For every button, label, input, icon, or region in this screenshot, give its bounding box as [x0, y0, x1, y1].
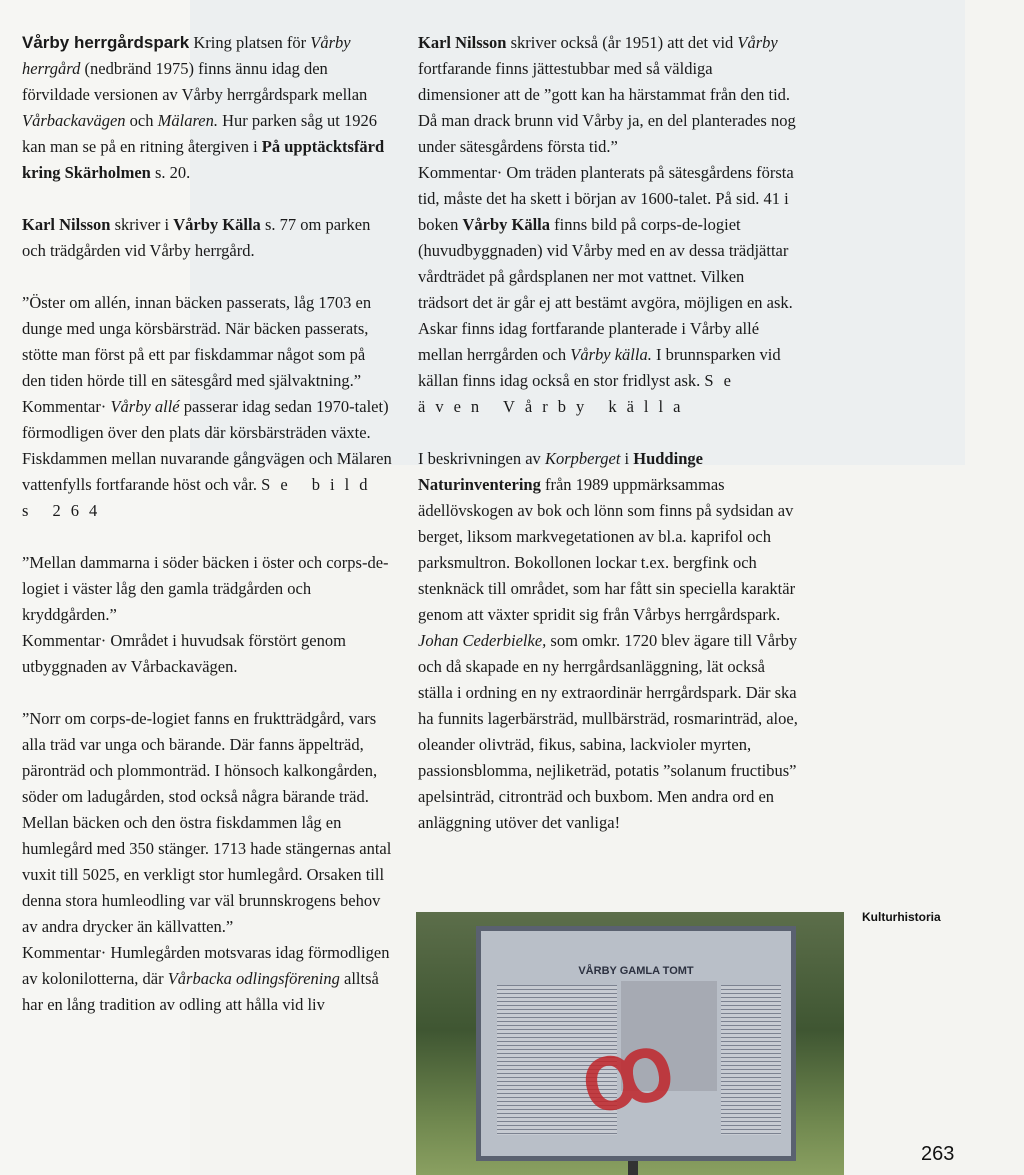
quote-oster-om-allen: ”Öster om allén, innan bäcken passerats, låg 1703 en dunge med unga körsbärsträd. När bäcken passerats, stötte man först på ett par fiskdammar något som på den tiden hörde till en sätesgård med självaktning.” [22, 293, 372, 390]
paragraph-karl-nilsson-1951: Karl Nilsson skriver också (år 1951) att det vid Vårby fortfarande finns jättestubbar med så väldiga dimensioner att de ”gott kan ha härstammat från den tid. Då man drack brunn vid Vårby ja, en del planterades nog under sätesgårdens första tid.” [418, 33, 796, 156]
heading-varby-herrgardspark: Vårby herrgårdspark [22, 33, 190, 52]
paragraph-varby-herrgardspark: Vårby herrgårdspark Kring platsen för Vårby herrgård (nedbränd 1975) finns ännu idag den förvildade versionen av Vårby herrgårdspark mellan Vårbackavägen och Mälaren. Hur parken såg ut 1926 kan man se på en ritning återgiven i På upptäcktsfärd kring Skärholmen s. 20. [22, 33, 385, 182]
comment-humlegarden: Kommentar· Humlegården motsvaras idag förmodligen av kolonilotterna, där Vårbacka odlingsförening alltså har en lång tradition av odling att hålla vid liv [22, 943, 390, 1014]
comment-omradet: Kommentar· Området i huvudsak förstört genom utbyggnaden av Vårbackavägen. [22, 631, 346, 676]
see-image-reference: Se bild s 264 [22, 475, 378, 520]
left-column [22, 30, 392, 1018]
page-number: 263 [921, 1143, 955, 1165]
quote-humlegard: Mellan bäcken och den östra fiskdammen låg en humlegård med 350 stänger. 1713 hade stängernas antal vuxit till 5025, en verkligt stor humlegård. Orsaken till denna stora humleodling var väl brunnskrogens behov av andra drycker än källvatten.” [22, 813, 392, 936]
paragraph-karl-nilsson: Karl Nilsson skriver i Vårby Källa s. 77 om parken och trädgården vid Vårby herrgård. [22, 215, 371, 260]
sign-title: VÅRBY GAMLA TOMT [578, 965, 694, 977]
section-label: Kulturhistoria [862, 910, 941, 924]
sign-pole [628, 1161, 638, 1175]
quote-norr-om-corps: ”Norr om corps-de-logiet fanns en fruktträdgård, vars alla träd var unga och bärande. Där fanns äppelträd, päronträd och plommonträd. I hönsoch kalkongården, söder om ladugården, stod också några bärande träd. [22, 709, 378, 806]
graffiti-mark: ꝏ [571, 1015, 683, 1133]
comment-traden: Kommentar· Om träden planterats på sätesgårdens första tid, måste det ha skett i början av 1600-talet. På sid. 41 i boken Vårby Källa finns bild på corps-de-logiet (huvudbyggnaden) vid Vårby med en av dessa trädjättar vårdträdet på gårdsplanen ner mot vattnet. Vilken trädsort det är går ej att bestämt avgöra, möjligen en ask. Askar finns idag fortfarande planterade i Vårby allé mellan herrgården och Vårby källa. I brunnsparken vid källan finns idag också en stor fridlyst ask. Se även Vårby källa [418, 163, 794, 416]
quote-mellan-dammarna: ”Mellan dammarna i söder bäcken i öster och corps-de-logiet i väster låg den gamla trädgården och kryddgården.” [22, 553, 389, 624]
paragraph-korpberget: I beskrivningen av Korpberget i Huddinge Naturinventering från 1989 uppmärksammas ädellövskogen av bok och lönn som finns på sydsidan av berget, liksom markvegetationen av bl.a. kaprifol och parksmultron. Bokollonen lockar t.ex. bergfink och stenknäck till området, som har fått sin speciella karaktär genom att växter spridit sig från Vårbys herrgårdspark. Johan Cederbielke, som omkr. 1720 blev ägare till Vårby och då skapade en ny herrgårdsanläggning, lät också ställa i ordning en ny extraordinär herrgårdspark. Där ska ha funnits lagerbärsträd, mullbärsträd, rosmarinträd, aloe, oleander olivträd, fikus, sabina, lackvioler myrten, passionsblomma, nejliketräd, potatis ”solanum fructibus” apelsinträd, citronträd och buxbom. Men andra ord en anläggning utöver det vanliga! [418, 449, 798, 832]
information-sign [476, 926, 796, 1161]
comment-varby-alle: Kommentar· Vårby allé passerar idag sedan 1970-talet) förmodligen över den plats där körsbärsträden växte. Fiskdammen mellan nuvarande gångvägen och Mälaren vattenfylls fortfarande höst och vår. Se bild s 264 [22, 397, 392, 520]
right-column [418, 30, 798, 836]
photo-sign-varby-gamla-tomt [416, 912, 844, 1175]
see-also-reference: Se även Vårby källa [418, 371, 741, 416]
sign-text-block-right [721, 985, 781, 1135]
